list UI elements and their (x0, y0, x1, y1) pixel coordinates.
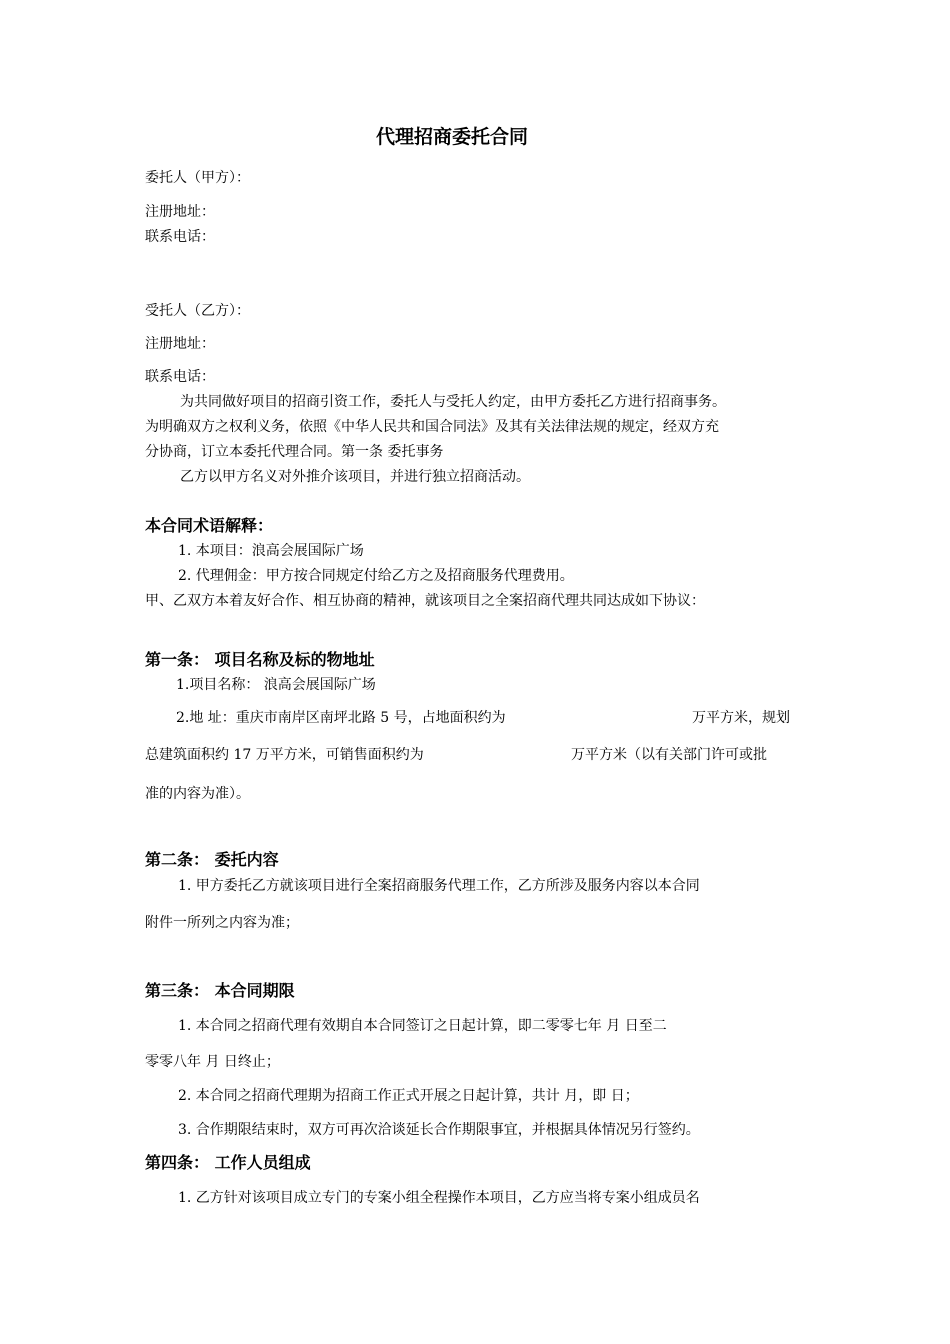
intro-line-2: 为明确双方之权利义务，依照《中华人民共和国合同法》及其有关法律法规的规定，经双方充 (145, 419, 719, 435)
article-2-line-2: 附件一所列之内容为准； (145, 915, 299, 931)
article-1-heading: 第一条： 项目名称及标的物地址 (145, 650, 375, 669)
party-b-address: 注册地址： (145, 336, 215, 352)
article-1-address-unit: 万平方米，规划 (692, 710, 790, 726)
article-2-line-1: 1. 甲方委托乙方就该项目进行全案招商服务代理工作，乙方所涉及服务内容以本合同 (178, 878, 700, 894)
intro-line-3: 分协商，订立本委托代理合同。第一条 委托事务 (145, 444, 444, 460)
intro-line-4: 乙方以甲方名义对外推介该项目，并进行独立招商活动。 (180, 469, 530, 485)
article-3-line-1: 1. 本合同之招商代理有效期自本合同签订之日起计算，即二零零七年 月 日至二 (178, 1018, 667, 1034)
article-1-area-unit: 万平方米（以有关部门许可或批 (571, 747, 767, 763)
article-1-name: 1.项目名称： 浪高会展国际广场 (176, 677, 376, 693)
article-3-line-3: 2. 本合同之招商代理期为招商工作正式开展之日起计算，共计 月，即 日； (178, 1088, 639, 1104)
page-title: 代理招商委托合同 (376, 126, 529, 148)
intro-line-1: 为共同做好项目的招商引资工作，委托人与受托人约定，由甲方委托乙方进行招商事务。 (180, 394, 726, 410)
party-a-label: 委托人（甲方）： (145, 170, 250, 186)
article-4-line-1: 1. 乙方针对该项目成立专门的专案小组全程操作本项目，乙方应当将专案小组成员名 (178, 1190, 700, 1206)
article-3-line-4: 3. 合作期限结束时，双方可再次洽谈延长合作期限事宜，并根据具体情况另行签约。 (178, 1122, 700, 1138)
party-a-phone: 联系电话： (145, 229, 215, 245)
terms-item-2: 2. 代理佣金：甲方按合同规定付给乙方之及招商服务代理费用。 (178, 568, 574, 584)
article-3-heading: 第三条： 本合同期限 (145, 981, 295, 1000)
article-1-address: 2.地 址：重庆市南岸区南坪北路 5 号，占地面积约为 (176, 710, 506, 726)
article-4-heading: 第四条： 工作人员组成 (145, 1153, 311, 1172)
party-b-phone: 联系电话： (145, 369, 215, 385)
article-3-line-2: 零零八年 月 日终止； (145, 1054, 280, 1070)
terms-item-1: 1. 本项目：浪高会展国际广场 (178, 543, 364, 559)
article-1-area: 总建筑面积约 17 万平方米，可销售面积约为 (145, 747, 424, 763)
article-1-area-end: 准的内容为准）。 (145, 786, 250, 802)
article-2-heading: 第二条： 委托内容 (145, 850, 279, 869)
terms-agreement: 甲、乙双方本着友好合作、相互协商的精神，就该项目之全案招商代理共同达成如下协议： (145, 593, 705, 609)
party-b-label: 受托人（乙方）： (145, 303, 250, 319)
party-a-address: 注册地址： (145, 204, 215, 220)
terms-heading: 本合同术语解释： (145, 516, 274, 535)
